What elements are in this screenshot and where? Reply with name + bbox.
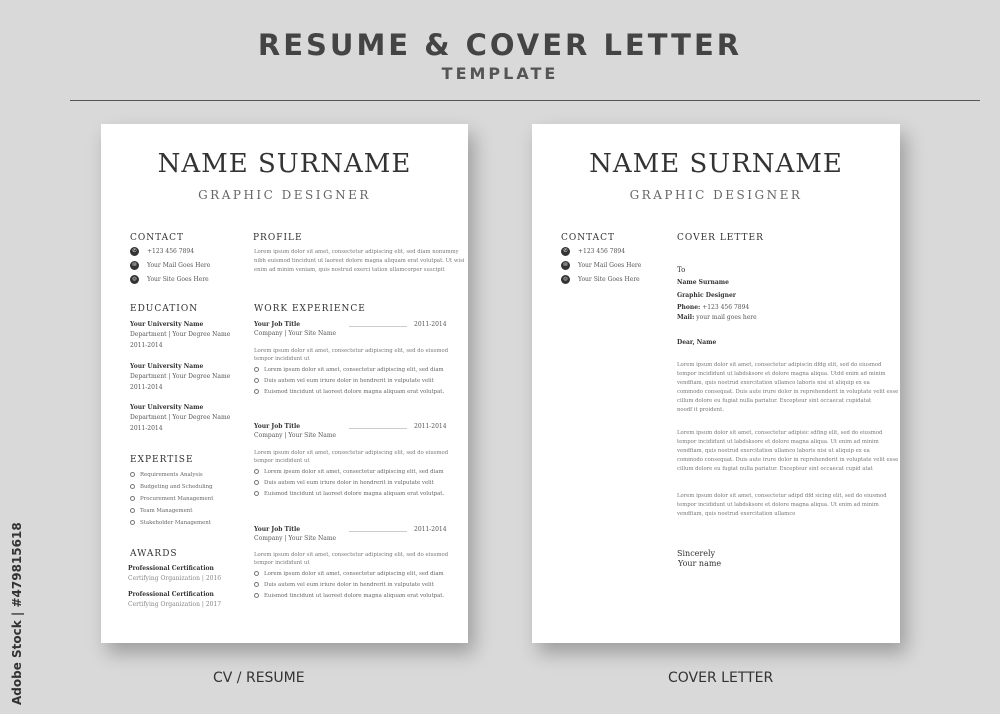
job-divider	[349, 428, 407, 429]
letter-line: commodo consequat. Duis aute irure dolor in reprehenderit in voluptate velit esse	[677, 389, 899, 395]
cover-letter-page	[532, 124, 900, 643]
expertise-item: Requirements Analysis	[130, 472, 203, 478]
edu-dept: Department | Your Degree Name	[130, 414, 231, 421]
job-title: Your Job Title	[254, 321, 301, 328]
job-intro: Lorem ipsum dolor sit amet, consectetur adipiscing elit, sed do eiusmod	[254, 552, 449, 558]
edu-school: Your University Name	[130, 321, 204, 328]
award-org: Certifying Organization | 2016	[128, 575, 222, 582]
job-company: Company | Your Site Name	[254, 432, 337, 439]
job-intro: Lorem ipsum dolor sit amet, consectetur adipiscing elit, sed do eiusmod	[254, 348, 449, 354]
resume-role: GRAPHIC DESIGNER	[198, 188, 371, 202]
mail-icon: ✉	[561, 261, 570, 270]
contact-phone: +123 456 7894	[147, 248, 195, 255]
letter-line: tempor incididunt ut labdsksore et dolore magna aliqua. Ut enim ad minim	[677, 439, 879, 445]
job-years: 2011-2014	[414, 423, 447, 430]
profile-heading: PROFILE	[253, 233, 303, 243]
job-bullet: Euismod tincidunt ut laoreet dolore magna aliquam erat volutpat.	[254, 389, 444, 395]
cover-contact-mail: Your Mail Goes Here	[578, 262, 642, 269]
phone-value: +123 456 7894	[702, 304, 750, 311]
expertise-item: Procurement Management	[130, 496, 213, 502]
salutation: Dear, Name	[677, 339, 717, 346]
letter-line: cillum dolore eu fugiat nulla pariatur. Excepteur sint occaecat cupidatat	[677, 398, 872, 404]
job-bullet: Euismod tincidunt ut laoreet dolore magna aliquam erat volutpat.	[254, 491, 444, 497]
main-title: RESUME & COVER LETTER	[257, 28, 743, 62]
cover-letter-heading: COVER LETTER	[677, 233, 764, 243]
job-bullet: Lorem ipsum dolor sit amet, consectetur adipiscing elit, sed diam	[254, 469, 444, 475]
edu-dept: Department | Your Degree Name	[130, 373, 231, 380]
job-intro: tempor incididunt ut	[254, 560, 310, 566]
contact-heading: CONTACT	[130, 233, 185, 243]
letter-line: noodf it proident.	[677, 407, 724, 413]
recipient-name: Name Surname	[677, 279, 729, 286]
cover-name: NAME SURNAME	[589, 149, 843, 179]
title-divider	[70, 100, 980, 101]
letter-line: Lorem ipsum dolor sit amet, consectetur adipisic sdfing elit, sed do eiusmod	[677, 430, 883, 436]
award-title: Professional Certification	[128, 565, 214, 572]
cover-contact-site: Your Site Goes Here	[578, 276, 640, 283]
education-heading: EDUCATION	[130, 304, 199, 314]
job-years: 2011-2014	[414, 526, 447, 533]
phone-icon: ✆	[561, 247, 570, 256]
edu-dept: Department | Your Degree Name	[130, 331, 231, 338]
letter-line: vendfiam, quis nostrud exercitation ullamco laboris nisi ut aliquip ex ea	[677, 380, 870, 386]
job-divider	[349, 531, 407, 532]
letter-line: vendfiam, quis nostrud exercitation ullamco laboris nisi ut aliquip ex ea	[677, 448, 870, 454]
resume-page	[101, 124, 468, 643]
cover-contact-heading: CONTACT	[561, 233, 616, 243]
contact-site: Your Site Goes Here	[147, 276, 209, 283]
job-bullet: Duis autem vel eum iriure dolor in hendrerit in vulputate velit	[254, 480, 434, 486]
job-bullet: Lorem ipsum dolor sit amet, consectetur adipiscing elit, sed diam	[254, 571, 444, 577]
stock-credit: Adobe Stock | #479815618	[10, 522, 24, 705]
job-company: Company | Your Site Name	[254, 535, 337, 542]
recipient-role: Graphic Designer	[677, 292, 736, 299]
closing: Sincerely	[677, 549, 716, 558]
mail-icon: ✉	[130, 261, 139, 270]
recipient-mail	[677, 314, 757, 321]
award-title: Professional Certification	[128, 591, 214, 598]
recipient-phone	[677, 304, 749, 311]
caption-cover-letter: COVER LETTER	[668, 670, 774, 686]
letter-line: vendfiam, quis nostrud exercitation ullamco	[677, 511, 796, 517]
mail-value: your mail goes here	[696, 314, 757, 321]
profile-line: nibh euismod tincidunt ut laoreet dolore magna aliquam erat volutpat. Ut wisi	[254, 258, 465, 264]
signature: Your name	[678, 559, 722, 568]
job-title: Your Job Title	[254, 423, 301, 430]
letter-line: tempor incididunt ut labdsksore et dolore magna aliqua. Ut enim ad minim	[677, 502, 879, 508]
job-bullet: Duis autem vel eum iriure dolor in hendrerit in vulputate velit	[254, 378, 434, 384]
cover-to: To	[677, 266, 686, 274]
phone-icon: ✆	[130, 247, 139, 256]
job-title: Your Job Title	[254, 526, 301, 533]
edu-school: Your University Name	[130, 363, 204, 370]
profile-line: enim ad minim veniam, quis nostrud exerci tation ullamcorper suscipit	[254, 267, 445, 273]
sub-title: TEMPLATE	[441, 64, 559, 83]
edu-years: 2011-2014	[130, 425, 163, 432]
resume-name: NAME SURNAME	[157, 149, 412, 179]
expertise-item: Budgeting and Scheduling	[130, 484, 213, 490]
profile-line: Lorem ipsum dolor sit amet, consectetur adipiscing elit, sed diam nonummy	[254, 249, 459, 255]
phone-label: Phone:	[677, 304, 701, 311]
letter-line: Lorem ipsum dolor sit amet, consectetur adipd dfd sicing elit, sed do eiusmod	[677, 493, 887, 499]
expertise-item: Stakeholder Management	[130, 520, 211, 526]
job-intro: tempor incididunt ut	[254, 458, 310, 464]
edu-school: Your University Name	[130, 404, 204, 411]
letter-line: cillum dolore eu fugiat nulla pariatur. Excepteur sint occaecat cupid atat	[677, 466, 873, 472]
letter-line: commodo consequat. Duis aute irure dolor in reprehenderit in voluptate velit esse	[677, 457, 899, 463]
work-heading: WORK EXPERIENCE	[254, 304, 366, 314]
globe-icon: ◎	[130, 275, 139, 284]
letter-line: tempor incididunt ut labdsksore et dolore magna aliqua. Utdd enim ad minim	[677, 371, 886, 377]
edu-years: 2011-2014	[130, 342, 163, 349]
job-bullet: Duis autem vel eum iriure dolor in hendrerit in vulputate velit	[254, 582, 434, 588]
job-intro: Lorem ipsum dolor sit amet, consectetur adipiscing elit, sed do eiusmod	[254, 450, 449, 456]
edu-years: 2011-2014	[130, 384, 163, 391]
expertise-item: Team Management	[130, 508, 192, 514]
expertise-heading: EXPERTISE	[130, 455, 194, 465]
job-intro: tempor incididunt ut	[254, 356, 310, 362]
globe-icon: ◎	[561, 275, 570, 284]
mail-label: Mail:	[677, 314, 695, 321]
job-divider	[349, 326, 407, 327]
caption-resume: CV / RESUME	[213, 670, 305, 686]
job-company: Company | Your Site Name	[254, 330, 337, 337]
award-org: Certifying Organization | 2017	[128, 601, 222, 608]
job-bullet: Lorem ipsum dolor sit amet, consectetur adipiscing elit, sed diam	[254, 367, 444, 373]
awards-heading: AWARDS	[130, 549, 178, 559]
letter-line: Lorem ipsum dolor sit amet, consectetur adipiscin dfdg elit, sed do eiusmod	[677, 362, 882, 368]
job-years: 2011-2014	[414, 321, 447, 328]
contact-mail: Your Mail Goes Here	[147, 262, 211, 269]
job-bullet: Euismod tincidunt ut laoreet dolore magna aliquam erat volutpat.	[254, 593, 444, 599]
cover-role: GRAPHIC DESIGNER	[629, 188, 803, 202]
cover-contact-phone: +123 456 7894	[578, 248, 626, 255]
